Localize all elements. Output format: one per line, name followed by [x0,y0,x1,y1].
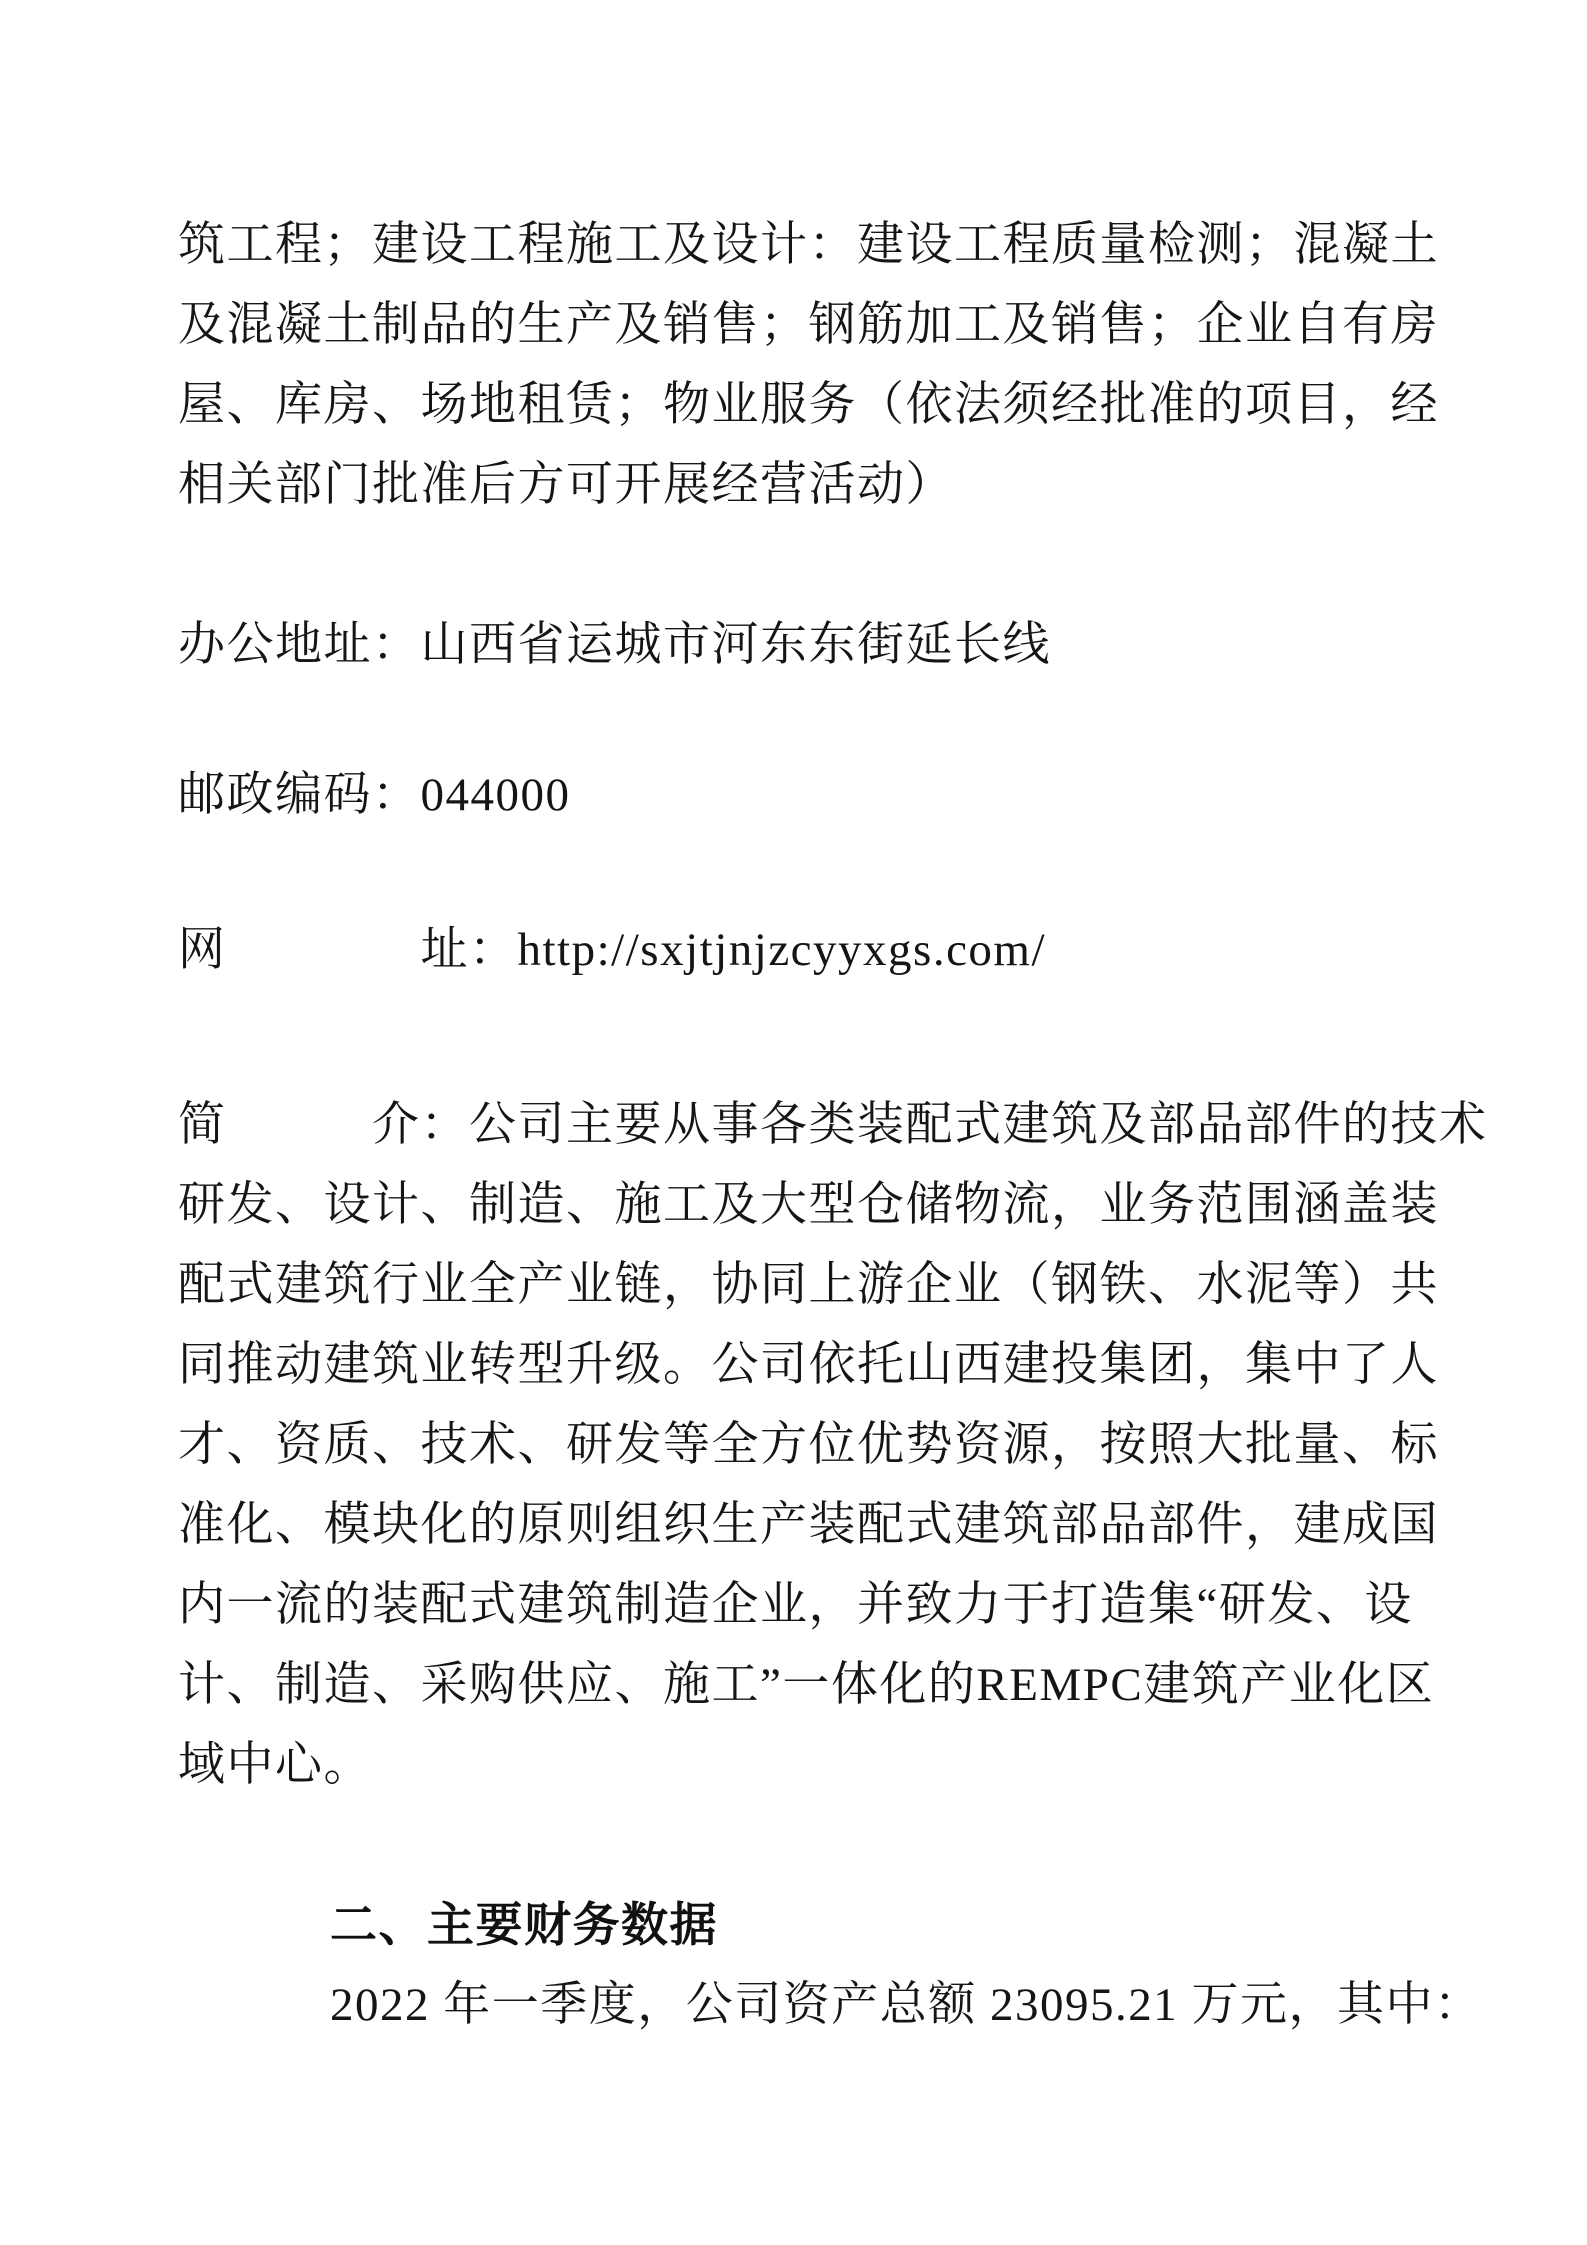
office-address-block [178,605,1438,685]
document-content [178,205,1488,2045]
introduction-line: 准化、模块化的原则组织生产装配式建筑部品部件，建成国 [178,1499,1439,1551]
introduction-line: 内一流的装配式建筑制造企业，并致力于打造集“研发、设 [178,1579,1413,1631]
introduction-line: 简 介：公司主要从事各类装配式建筑及部品部件的技术 [178,1099,1488,1151]
postal-code-block [178,755,1438,835]
introduction-line: 配式建筑行业全产业链，协同上游企业（钢铁、水泥等）共 [178,1259,1439,1311]
business-scope-line: 及混凝土制品的生产及销售；钢筋加工及销售；企业自有房 [178,299,1439,351]
section-heading-block [178,1885,1438,1965]
business-scope-line: 相关部门批准后方可开展经营活动） [178,459,954,511]
business-scope-line: 屋、库房、场地租赁；物业服务（依法须经批准的项目，经 [178,379,1439,431]
office-address-line: 办公地址：山西省运城市河东东街延长线 [178,619,1051,671]
section-heading: 二、主要财务数据 [330,1898,718,1951]
postal-code-line: 邮政编码：044000 [178,769,571,821]
website-line: 网 址：http://sxjtjnjzcyyxgs.com/ [178,924,1047,976]
financial-data-line: 2022 年一季度，公司资产总额 23095.21 万元，其中： [330,1979,1483,2031]
introduction-line: 计、制造、采购供应、施工”一体化的REMPC建筑产业化区 [178,1659,1435,1711]
introduction-line: 域中心。 [178,1739,372,1791]
company-introduction-paragraph [178,1085,1488,1805]
business-scope-paragraph [178,205,1438,525]
website-block [178,910,1438,990]
business-scope-line: 筑工程；建设工程施工及设计：建设工程质量检测；混凝土 [178,219,1439,271]
introduction-line: 同推动建筑业转型升级。公司依托山西建投集团，集中了人 [178,1339,1439,1391]
introduction-line: 才、资质、技术、研发等全方位优势资源，按照大批量、标 [178,1419,1439,1471]
financial-data-paragraph [178,1965,1483,2045]
introduction-line: 研发、设计、制造、施工及大型仓储物流，业务范围涵盖装 [178,1179,1439,1231]
